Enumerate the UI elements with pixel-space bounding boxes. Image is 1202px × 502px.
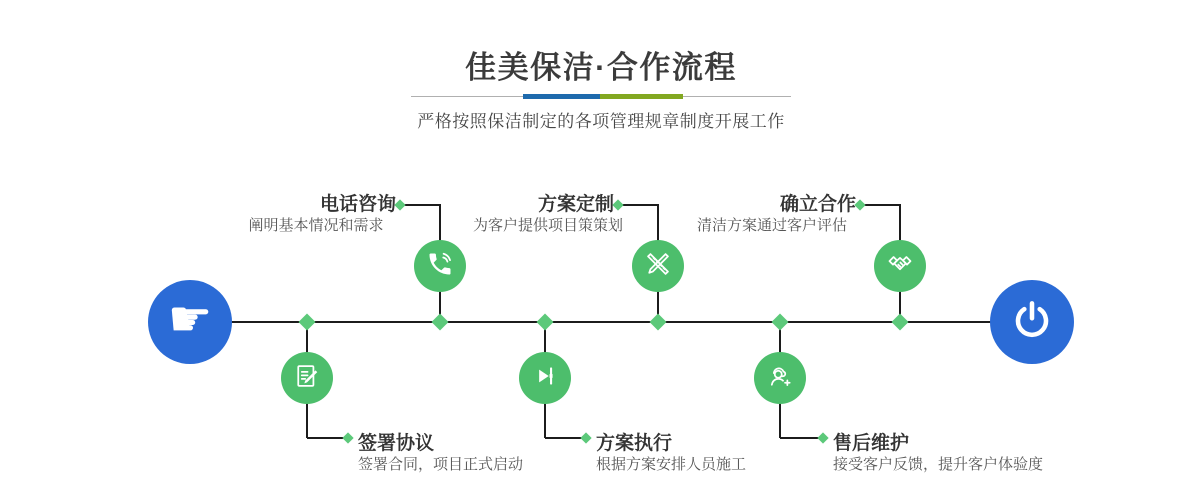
step-title-handshake: 确立合作	[779, 194, 856, 215]
play-next-icon	[531, 362, 559, 395]
junction-diamond	[537, 314, 554, 331]
page-subtitle: 严格按照保洁制定的各项管理规章制度开展工作	[417, 112, 785, 131]
title-divider	[411, 94, 791, 99]
step-node-design	[632, 240, 684, 292]
step-desc-phone: 阐明基本情况和需求	[248, 217, 384, 234]
connector-horizontal	[621, 204, 658, 206]
pointing-hand-icon: ☛	[167, 290, 213, 348]
step-title-execute: 方案执行	[596, 433, 673, 454]
step-desc-sign: 签署合同，项目正式启动	[358, 456, 524, 473]
step-desc-aftersales: 接受客户反馈，提升客户体验度	[833, 456, 1044, 473]
step-title-design: 方案定制	[537, 194, 614, 215]
pencil-ruler-icon	[644, 250, 672, 283]
label-diamond	[817, 432, 828, 443]
start-node	[148, 280, 232, 364]
end-node	[990, 280, 1074, 364]
step-desc-execute: 根据方案安排人员施工	[596, 456, 747, 473]
junction-diamond	[650, 314, 667, 331]
phone-icon	[426, 250, 454, 283]
junction-diamond	[892, 314, 909, 331]
step-node-handshake	[874, 240, 926, 292]
label-diamond	[342, 432, 353, 443]
sign-document-icon	[293, 362, 321, 395]
connector-horizontal	[403, 204, 440, 206]
label-diamond	[394, 199, 405, 210]
step-title-sign: 签署协议	[358, 433, 435, 454]
connector-horizontal	[307, 437, 345, 439]
step-node-phone	[414, 240, 466, 292]
label-diamond	[580, 432, 591, 443]
power-icon	[1011, 299, 1053, 346]
step-title-aftersales: 售后维护	[833, 433, 910, 454]
connector-horizontal	[545, 437, 583, 439]
step-title-phone: 电话咨询	[319, 194, 396, 215]
headset-person-icon	[766, 362, 794, 395]
step-node-execute	[519, 352, 571, 404]
junction-diamond	[299, 314, 316, 331]
label-diamond	[612, 199, 623, 210]
label-diamond	[854, 199, 865, 210]
divider-green-segment	[600, 94, 683, 99]
connector-horizontal	[863, 204, 900, 206]
junction-diamond	[432, 314, 449, 331]
connector-horizontal	[780, 437, 820, 439]
step-desc-handshake: 清洁方案通过客户评估	[696, 217, 848, 234]
step-node-aftersales	[754, 352, 806, 404]
step-node-sign	[281, 352, 333, 404]
handshake-icon	[886, 250, 914, 283]
page-title: 佳美保洁·合作流程	[465, 50, 737, 85]
divider-blue-segment	[523, 94, 600, 99]
step-desc-design: 为客户提供项目策策划	[472, 217, 624, 234]
junction-diamond	[772, 314, 789, 331]
